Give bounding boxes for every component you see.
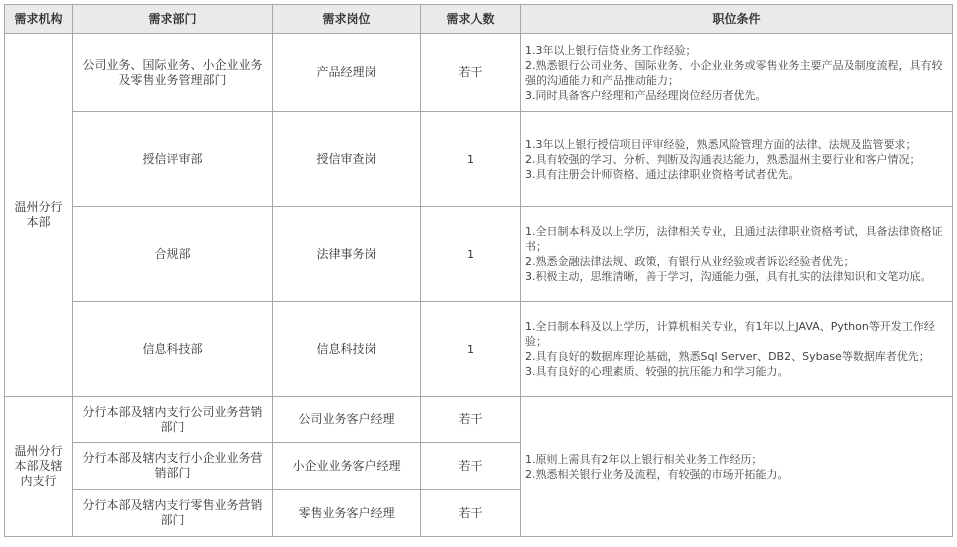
header-conditions: 职位条件 — [521, 5, 953, 34]
org-cell: 温州分行本部 — [5, 34, 73, 397]
table-row — [5, 112, 953, 207]
dept-cell: 公司业务、国际业务、小企业业务及零售业务管理部门 — [73, 34, 273, 112]
recruitment-table — [4, 4, 953, 537]
condition-line: 2.具有较强的学习、分析、判断及沟通表达能力，熟悉温州主要行业和客户情况； — [525, 152, 921, 166]
table-row — [5, 397, 953, 443]
header-count: 需求人数 — [421, 5, 521, 34]
dept-cell: 分行本部及辖内支行零售业务营销部门 — [73, 490, 273, 537]
dept-cell: 分行本部及辖内支行小企业业务营销部门 — [73, 443, 273, 490]
condition-line: 2.熟悉金融法律法规、政策，有银行从业经验或者诉讼经验者优先； — [525, 255, 855, 268]
condition-line: 3.积极主动，思维清晰，善于学习，沟通能力强，具有扎实的法律知识和文笔功底。 — [525, 270, 932, 283]
org-cell: 温州分行本部及辖内支行 — [5, 397, 73, 537]
count-cell: 1 — [421, 302, 521, 397]
condition-line: 1.原则上需具有2年以上银行相关业务工作经历； — [525, 452, 763, 466]
conditions-cell — [521, 112, 953, 207]
post-cell: 公司业务客户经理 — [273, 397, 421, 443]
post-cell: 授信审查岗 — [273, 112, 421, 207]
table-row — [5, 207, 953, 302]
post-cell: 零售业务客户经理 — [273, 490, 421, 537]
condition-line: 1.3年以上银行授信项目评审经验，熟悉风险管理方面的法律、法规及监管要求； — [525, 137, 917, 151]
condition-line: 1.3年以上银行信贷业务工作经验； — [525, 43, 697, 57]
conditions-cell — [521, 302, 953, 397]
condition-line: 1.全日制本科及以上学历，计算机相关专业，有1年以上JAVA、Python等开发工作经验； — [525, 320, 935, 348]
condition-line: 2.具有良好的数据库理论基础，熟悉Sql Server、DB2、Sybase等数据库者优先； — [525, 350, 930, 363]
post-cell: 法律事务岗 — [273, 207, 421, 302]
count-cell: 1 — [421, 207, 521, 302]
header-org: 需求机构 — [5, 5, 73, 34]
condition-line: 3.具有良好的心理素质、较强的抗压能力和学习能力。 — [525, 365, 789, 378]
count-cell: 若干 — [421, 490, 521, 537]
dept-cell: 合规部 — [73, 207, 273, 302]
dept-cell: 授信评审部 — [73, 112, 273, 207]
count-cell: 若干 — [421, 397, 521, 443]
post-cell: 小企业业务客户经理 — [273, 443, 421, 490]
condition-line: 3.具有注册会计师资格、通过法律职业资格考试者优先。 — [525, 167, 800, 181]
table-row — [5, 302, 953, 397]
condition-line: 3.同时具备客户经理和产品经理岗位经历者优先。 — [525, 88, 767, 102]
count-cell: 若干 — [421, 34, 521, 112]
conditions-cell — [521, 207, 953, 302]
post-cell: 信息科技岗 — [273, 302, 421, 397]
conditions-cell — [521, 34, 953, 112]
conditions-cell — [521, 397, 953, 537]
header-dept: 需求部门 — [73, 5, 273, 34]
table-row — [5, 34, 953, 112]
post-cell: 产品经理岗 — [273, 34, 421, 112]
dept-cell: 信息科技部 — [73, 302, 273, 397]
condition-line: 2.熟悉相关银行业务及流程，有较强的市场开拓能力。 — [525, 467, 789, 481]
dept-cell: 分行本部及辖内支行公司业务营销部门 — [73, 397, 273, 443]
condition-line: 2.熟悉银行公司业务、国际业务、小企业业务或零售业务主要产品及制度流程，具有较强的沟通能力和产品推动能力； — [525, 58, 943, 87]
header-row — [5, 5, 953, 34]
header-post: 需求岗位 — [273, 5, 421, 34]
condition-line: 1.全日制本科及以上学历，法律相关专业，且通过法律职业资格考试，具备法律资格证书； — [525, 225, 943, 253]
count-cell: 若干 — [421, 443, 521, 490]
count-cell: 1 — [421, 112, 521, 207]
